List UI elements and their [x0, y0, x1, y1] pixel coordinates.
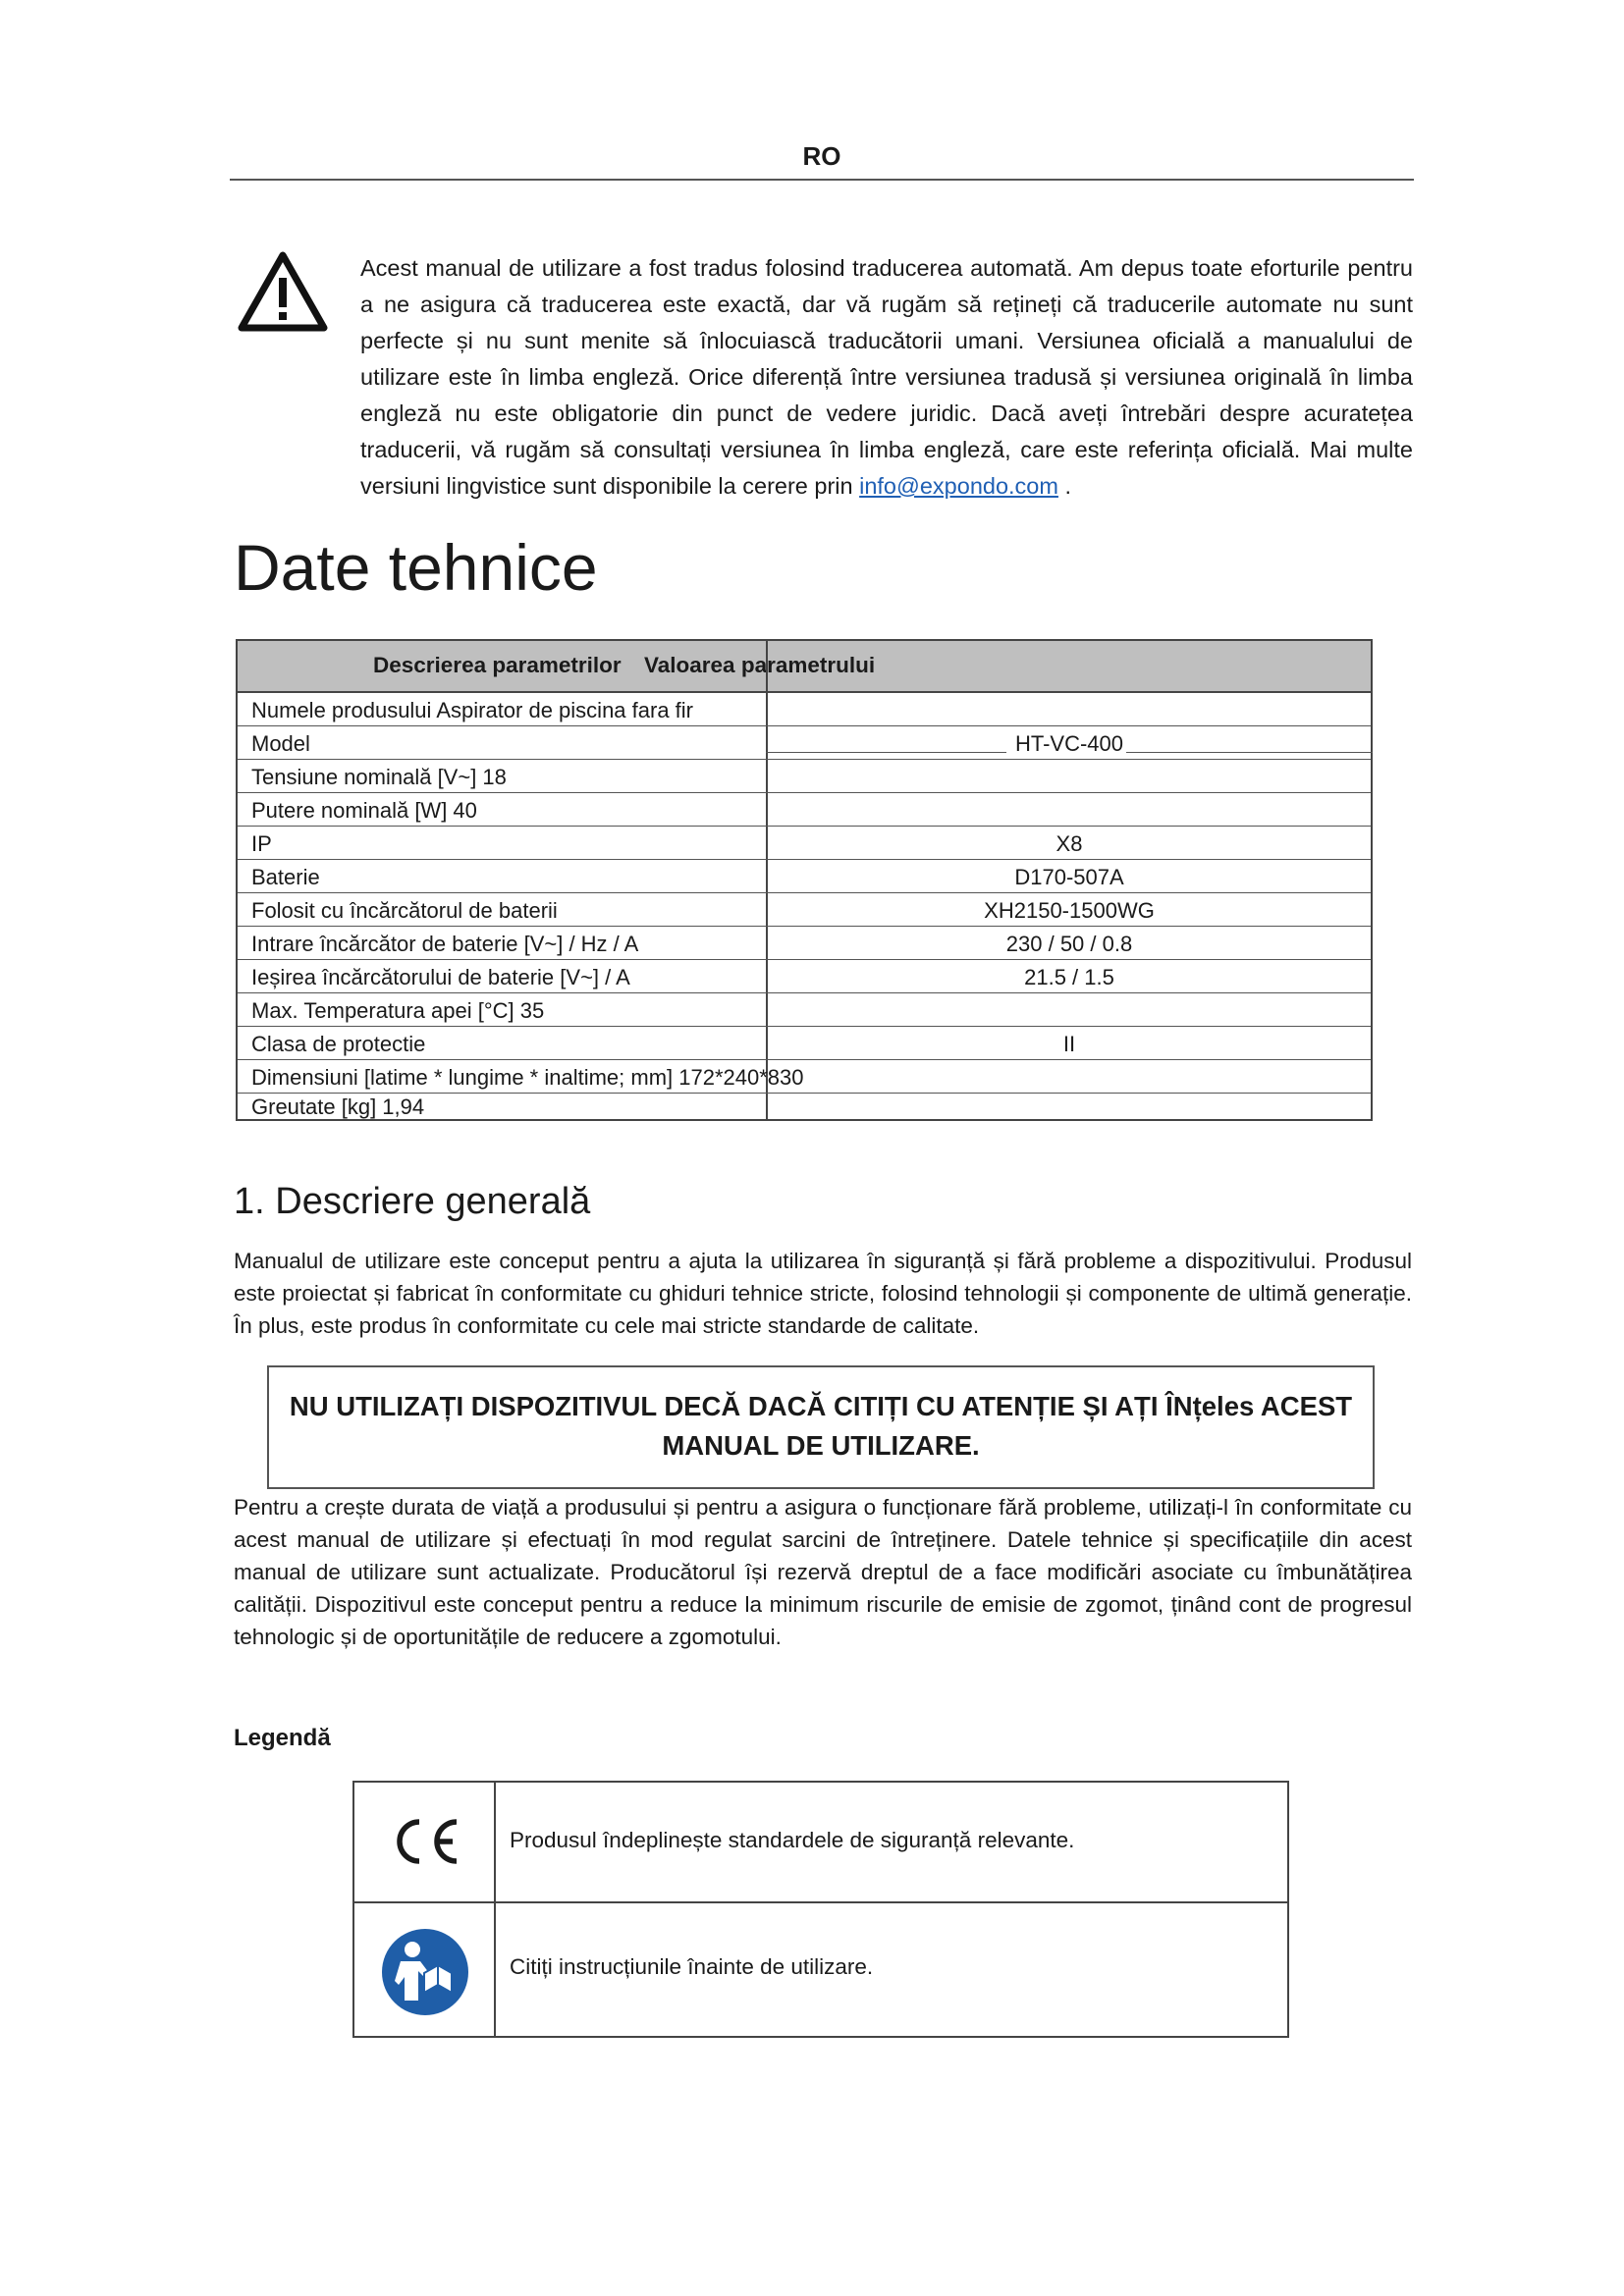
spec-label: Intrare încărcător de baterie [V~] / Hz / A	[251, 932, 639, 956]
spec-row	[238, 726, 1371, 760]
spec-row	[238, 693, 1371, 726]
spec-value: 21.5 / 1.5	[1024, 965, 1114, 989]
spec-label: Greutate [kg] 1,94	[251, 1095, 425, 1119]
spec-label: Model	[251, 731, 310, 756]
notice-text: Acest manual de utilizare a fost tradus folosind traducerea automată. Am depus toate eforturile pentru a ne asigura că traducerea este exactă, dar vă rugăm să rețineți că traducerile automate nu sunt perfecte și nu sunt menite să înlocuiască traducătorii umani. Versiunea oficială a manualului de utilizare este în limba engleză. Orice diferență între versiunea tradusă și versiunea originală în limba engleză nu este obligatorie din punct de vedere juridic. Dacă aveți întrebări despre acuratețea traducerii, vă rugăm să consultați versiunea în limba engleză, care este referința oficială. Mai multe versiuni lingvistice sunt disponibile la cerere prin	[360, 255, 1413, 499]
spec-row	[238, 893, 1371, 927]
spec-row	[238, 760, 1371, 793]
maintenance-paragraph: Pentru a crește durata de viață a produsului și pentru a asigura o funcționare fără probleme, utilizați-l în conformitate cu acest manual de utilizare și efectuați în mod regulat sarcini de întreținere. Datele tehnice și specificațiile din acest manual de utilizare sunt actualizate. Producătorul își rezervă dreptul de a face modificări asociate cu îmbunătățirea calității. Dispozitivul este conceput pentru a reduce la minimum riscurile de emisie de zgomot, ținând cont de progresul tehnologic și de oportunitățile de reducere a zgomotului.	[234, 1495, 1412, 1649]
email-link[interactable]: info@expondo.com	[859, 473, 1058, 499]
spec-row	[238, 1060, 1371, 1094]
spec-row	[238, 927, 1371, 960]
warning-line-1: NU UTILIZAȚI DISPOZITIVUL DECĂ DACĂ CITIȚI CU ATENȚIE ȘI AȚI ÎNțeles ACEST	[289, 1391, 1353, 1421]
spec-row	[238, 993, 1371, 1027]
spec-label: Folosit cu încărcătorul de baterii	[251, 898, 558, 923]
tech-data-heading: Date tehnice	[234, 531, 598, 604]
spec-row	[238, 1027, 1371, 1060]
legend-table	[352, 1781, 1289, 2038]
spec-value: II	[1062, 1032, 1076, 1056]
header-divider	[230, 179, 1414, 181]
spec-label: Putere nominală [W] 40	[251, 798, 477, 823]
header-param-value: Valoarea parametrului	[644, 653, 876, 677]
spec-label: Dimensiuni [latime * lungime * inaltime; mm] 172*240*830	[251, 1065, 804, 1090]
spec-table	[236, 639, 1373, 1121]
warning-triangle-icon	[238, 250, 328, 333]
intro-paragraph: Manualul de utilizare este conceput pentru a ajuta la utilizarea în siguranță și fără probleme a dispozitivului. Produsul este proiectat și fabricat în conformitate cu ghiduri tehnice stricte, folosind tehnologii și componente de ultimă generație. În plus, este produs în conformitate cu cele mai stricte standarde de calitate.	[234, 1249, 1412, 1338]
legend-manual-text: Citiți instrucțiunile înainte de utilizare.	[510, 1954, 874, 1979]
spec-label: Baterie	[251, 865, 320, 889]
legend-row-divider	[354, 1901, 1287, 1903]
spec-label: Tensiune nominală [V~] 18	[251, 765, 507, 789]
page-language-header: RO	[802, 141, 841, 171]
spec-table-header	[238, 641, 1371, 693]
legend-ce-text: Produsul îndeplinește standardele de siguranță relevante.	[510, 1828, 1075, 1852]
spec-label: Numele produsului Aspirator de piscina fara fir	[251, 698, 694, 722]
spec-row	[238, 1094, 1371, 1121]
spec-row	[238, 960, 1371, 993]
header-param-description: Descrierea parametrilor	[373, 653, 622, 677]
spec-label: Ieșirea încărcătorului de baterie [V~] / A	[251, 965, 630, 989]
general-description-heading: 1. Descriere generală	[234, 1181, 591, 1222]
notice-tail: .	[1064, 473, 1072, 499]
spec-value: X8	[1056, 831, 1083, 856]
read-manual-icon	[381, 1928, 469, 2016]
ce-mark-icon	[388, 1816, 462, 1867]
spec-value: XH2150-1500WG	[984, 898, 1155, 923]
spec-value: HT-VC-400	[1014, 731, 1124, 756]
spec-row	[238, 860, 1371, 893]
warning-box	[267, 1365, 1375, 1489]
spec-label: Clasa de protectie	[251, 1032, 426, 1056]
legend-heading: Legendă	[234, 1725, 331, 1751]
spec-row	[238, 827, 1371, 860]
spec-value: D170-507A	[1014, 865, 1124, 889]
spec-label: IP	[251, 831, 272, 856]
spec-label: Max. Temperatura apei [°C] 35	[251, 998, 545, 1023]
translation-notice	[360, 250, 1413, 505]
spec-row	[238, 793, 1371, 827]
underline-right	[1126, 752, 1373, 753]
spec-value: 230 / 50 / 0.8	[1005, 932, 1133, 956]
warning-line-2: MANUAL DE UTILIZARE.	[662, 1430, 980, 1461]
legend-column-divider	[494, 1783, 496, 2036]
